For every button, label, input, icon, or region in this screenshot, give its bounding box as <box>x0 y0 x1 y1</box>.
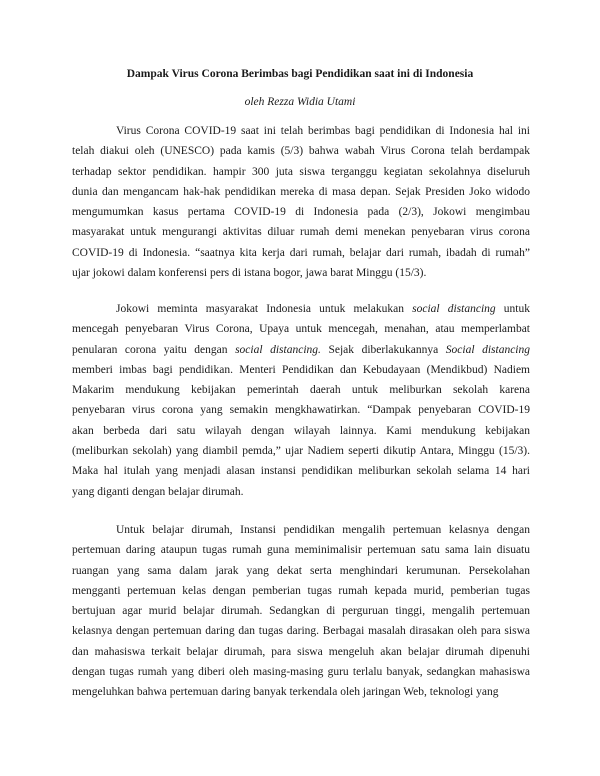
text-line <box>72 441 530 461</box>
text-segment: dan mahasiswa terkait belajar dirumah, para siswa mengeluh akan belajar dirumah dipenuhi <box>72 645 530 658</box>
text-segment: Jokowi meminta masyarakat Indonesia untuk melakukan <box>116 303 413 315</box>
italic-term: Social distancing <box>445 343 530 356</box>
text-line <box>72 340 530 360</box>
text-line <box>72 561 530 581</box>
document-author: oleh Rezza Widia Utami <box>244 96 356 108</box>
text-line <box>72 581 530 601</box>
text-line <box>72 263 530 283</box>
text-segment: ujar jokowi dalam konferensi pers di istana bogor, jawa barat Minggu (15/3). <box>72 267 427 280</box>
text-segment: ruangan yang sama dalam jarak yang dekat serta menghindari kerumunan. Persekolahan <box>72 564 530 577</box>
text-line <box>72 222 530 242</box>
text-line <box>72 461 530 481</box>
paragraph-1 <box>72 121 530 283</box>
text-segment: Makarim mendukung kebijakan pemerintah daerah untuk meliburkan sekolah karena <box>72 384 530 397</box>
text-line <box>72 601 530 621</box>
text-segment: penyebaran virus corona yang semakin mengkhawatirkan. “Dampak penyebaran COVID-19 <box>72 404 530 417</box>
text-line <box>72 642 530 662</box>
text-segment: untuk <box>495 303 531 315</box>
document-title: Dampak Virus Corona Berimbas bagi Pendidikan saat ini di Indonesia <box>126 68 474 80</box>
text-line <box>72 540 530 560</box>
text-segment: dunia dan mengancam hak-hak pendidikan mereka di masa depan. Sejak Presiden Joko widodo <box>72 185 530 198</box>
italic-term: social distancing <box>412 303 496 315</box>
text-line <box>72 319 530 339</box>
text-segment: Sejak diberlakukannya <box>320 343 446 356</box>
text-line <box>72 621 530 641</box>
text-line <box>72 380 530 400</box>
text-line <box>72 182 530 202</box>
text-line <box>72 162 530 182</box>
text-segment: Virus Corona COVID-19 saat ini telah berimbas bagi pendidikan di Indonesia hal ini <box>116 125 530 137</box>
text-line <box>72 682 530 702</box>
text-line <box>72 202 530 222</box>
text-line <box>72 482 530 502</box>
text-line <box>72 299 530 319</box>
text-line <box>72 421 530 441</box>
text-segment: telah diakui oleh (UNESCO) pada kamis (5/3) bahwa wabah Virus Corona telah berdampak <box>72 145 530 158</box>
text-segment: memberi imbas bagi pendidikan. Menteri Pendidikan dan Kebudayaan (Mendikbud) Nadiem <box>72 363 530 376</box>
text-segment: dengan tugas rumah yang diberi oleh masing-masing guru terlalu banyak, sedangkan mahasiswa <box>72 666 530 679</box>
text-segment: Untuk belajar dirumah, Instansi pendidikan mengalih pertemuan kelasnya dengan <box>116 524 530 536</box>
text-line <box>72 360 530 380</box>
text-segment: mencegah penyebaran Virus Corona, Upaya untuk mencegah, menahan, atau memperlambat <box>72 323 530 336</box>
text-segment: (meliburkan sekolah) yang diambil pemda,” ujar Nadiem seperti dikutip Antara, Minggu (15/3). <box>72 445 530 458</box>
text-line <box>72 520 530 540</box>
italic-term: social distancing. <box>235 343 321 356</box>
text-segment: terhadap sektor pendidikan. hampir 300 juta siswa terganggu kegiatan sekolahnya diseluruh <box>72 165 530 178</box>
text-segment: Maka hal itulah yang menjadi alasan instansi pendidikan meliburkan sekolah selama 14 hari <box>72 465 530 478</box>
text-line <box>72 141 530 161</box>
text-segment: bertujuan agar murid belajar dirumah. Sedangkan di perguruan tinggi, mengalih pertemuan <box>72 605 530 618</box>
text-segment: mengganti pertemuan kelas dengan pemberian tugas rumah kepada murid, pemberian tugas <box>72 584 530 597</box>
text-line <box>72 400 530 420</box>
text-segment: penularan corona yaitu dengan <box>72 343 236 356</box>
text-segment: COVID-19 di Indonesia. “saatnya kita kerja dari rumah, belajar dari rumah, ibadah di rumah” <box>72 246 530 259</box>
text-segment: masyarakat untuk mengurangi aktivitas diluar rumah demi menekan penyebaran virus corona <box>72 226 530 239</box>
text-line <box>72 121 530 141</box>
text-segment: pertemuan daring ataupun tugas rumah guna meminimalisir pertemuan satu sama lain disuatu <box>72 544 530 557</box>
paragraph-2 <box>72 299 530 502</box>
text-segment: kelasnya dengan pertemuan daring dan tugas daring. Berbagai masalah dirasakan oleh para siswa <box>72 625 530 638</box>
text-segment: yang diganti dengan belajar dirumah. <box>72 485 244 498</box>
text-segment: akan berbeda dari satu wilayah dengan wilayah lainnya. Kami mendukung kebijakan <box>72 424 530 437</box>
text-segment: mengeluhkan bahwa pertemuan daring banyak terkendala oleh jaringan Web, teknologi yang <box>72 686 499 699</box>
text-segment: mengumumkan kasus pertama COVID-19 di Indonesia pada (2/3), Jokowi mengimbau <box>72 206 530 219</box>
text-line <box>72 662 530 682</box>
paragraph-3 <box>72 520 530 703</box>
text-line <box>72 243 530 263</box>
